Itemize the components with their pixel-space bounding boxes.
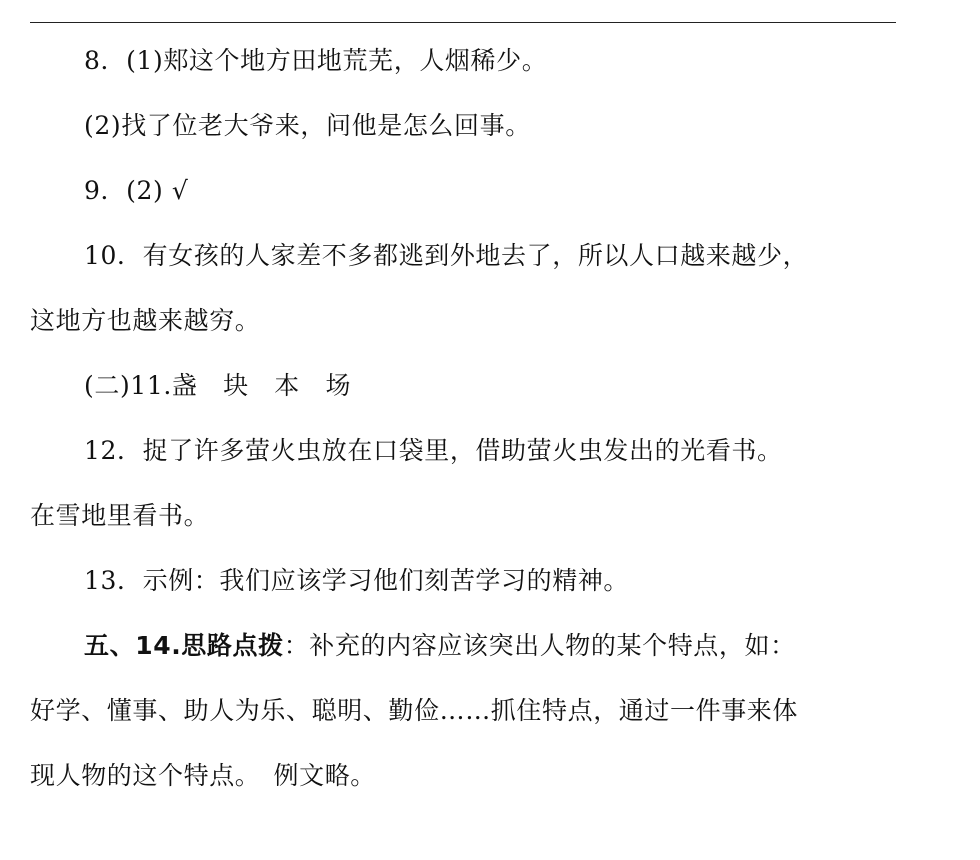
answer-9: 9．(2) √	[84, 176, 189, 205]
answer-14-line1-text: ：补充的内容应该突出人物的某个特点，如：	[283, 631, 796, 660]
answer-14-line3: 现人物的这个特点。 例文略。	[30, 761, 376, 790]
answer-14-label: 五、14.思路点拨	[84, 631, 284, 660]
answer-8-part2: (2)找了位老大爷来，问他是怎么回事。	[84, 111, 531, 140]
answer-14-line2: 好学、懂事、助人为乐、聪明、勤俭……抓住特点，通过一件事来体	[30, 696, 799, 725]
answer-12-line2: 在雪地里看书。	[30, 501, 210, 530]
answer-12-line1: 12．捉了许多萤火虫放在口袋里，借助萤火虫发出的光看书。	[84, 436, 783, 465]
top-rule	[30, 22, 896, 23]
answer-14-line1	[84, 631, 796, 661]
answer-10-line2: 这地方也越来越穷。	[30, 306, 261, 335]
answer-8-part1: 8．(1)郏这个地方田地荒芜，人烟稀少。	[84, 46, 548, 75]
answer-11: (二)11.盏 块 本 场	[84, 371, 352, 400]
answer-13: 13．示例：我们应该学习他们刻苦学习的精神。	[84, 566, 630, 595]
answer-10-line1: 10．有女孩的人家差不多都逃到外地去了，所以人口越来越少，	[84, 241, 809, 270]
